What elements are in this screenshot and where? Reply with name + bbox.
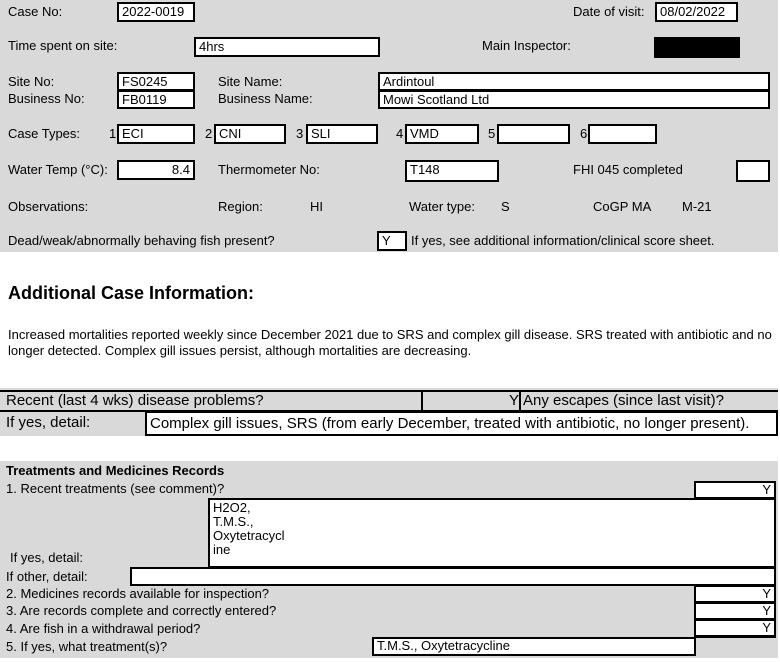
disease-detail-label: If yes, detail: xyxy=(6,414,91,431)
site-name-label: Site Name: xyxy=(218,74,283,89)
fhi-label: FHI 045 completed xyxy=(573,162,683,177)
cogp-label: CoGP MA xyxy=(593,199,652,214)
thermometer-field[interactable]: T148 xyxy=(405,160,499,182)
time-spent-label: Time spent on site: xyxy=(8,38,118,53)
water-temp-label: Water Temp (°C): xyxy=(8,162,108,177)
observations-label: Observations: xyxy=(8,199,89,214)
case-type-5-field[interactable] xyxy=(497,124,570,144)
case-type-num: 1 xyxy=(109,126,117,141)
escapes-label: Any escapes (since last visit)? xyxy=(523,392,724,409)
disease-cell-border xyxy=(421,390,521,412)
treatment-detail-field[interactable]: H2O2, T.M.S., Oxytetracycl ine xyxy=(208,498,776,568)
recent-treatments-field[interactable]: Y xyxy=(694,481,776,499)
case-type-4-field[interactable]: VMD xyxy=(405,124,479,144)
additional-info-text: Increased mortalities reported weekly since December 2021 due to SRS and complex gill disease. SRS treated with antibiotic and no longer detected. Complex gill issues persist, although mortalities are decreasing. xyxy=(8,327,772,358)
withdrawal-period-label: 4. Are fish in a withdrawal period? xyxy=(6,621,201,636)
case-types-label: Case Types: xyxy=(8,126,81,141)
other-detail-label: If other, detail: xyxy=(6,569,88,584)
case-type-num: 2 xyxy=(205,126,213,141)
cogp-value: M-21 xyxy=(682,199,712,214)
case-no-field[interactable]: 2022-0019 xyxy=(117,2,195,22)
main-inspector-redacted xyxy=(654,37,740,58)
thermometer-label: Thermometer No: xyxy=(218,162,320,177)
case-type-6-field[interactable] xyxy=(588,124,657,144)
records-complete-field[interactable]: Y xyxy=(694,602,776,620)
which-treatment-label: 5. If yes, what treatment(s)? xyxy=(6,639,168,654)
records-available-label: 2. Medicines records available for inspection? xyxy=(6,586,270,601)
disease-detail-field[interactable]: Complex gill issues, SRS (from early December, treated with antibiotic, no longer present). xyxy=(145,411,778,436)
recent-disease-label: Recent (last 4 wks) disease problems? xyxy=(6,392,264,409)
site-no-label: Site No: xyxy=(8,74,55,89)
business-name-field[interactable]: Mowi Scotland Ltd xyxy=(378,90,770,109)
main-inspector-label: Main Inspector: xyxy=(482,38,571,53)
water-temp-field[interactable]: 8.4 xyxy=(117,160,195,180)
other-detail-field[interactable] xyxy=(130,567,776,586)
dead-fish-label: Dead/weak/abnormally behaving fish present? xyxy=(8,233,275,248)
withdrawal-period-field[interactable]: Y xyxy=(694,619,776,637)
business-no-field[interactable]: FB0119 xyxy=(117,90,195,109)
records-complete-label: 3. Are records complete and correctly entered? xyxy=(6,603,277,618)
water-type-label: Water type: xyxy=(409,199,475,214)
additional-info-title: Additional Case Information: xyxy=(8,283,255,303)
fhi-field[interactable] xyxy=(736,160,770,182)
case-no-label: Case No: xyxy=(8,4,63,19)
business-no-label: Business No: xyxy=(8,91,85,106)
dead-fish-note: If yes, see additional information/clinical score sheet. xyxy=(411,233,715,248)
time-spent-field[interactable]: 4hrs xyxy=(194,37,380,57)
case-type-num: 6 xyxy=(580,126,588,141)
case-type-2-field[interactable]: CNI xyxy=(214,124,286,144)
region-label: Region: xyxy=(218,199,263,214)
recent-treatments-label: 1. Recent treatments (see comment)? xyxy=(6,481,225,496)
dead-fish-field[interactable]: Y xyxy=(377,231,407,251)
which-treatment-field[interactable]: T.M.S., Oxytetracycline xyxy=(372,637,696,656)
case-type-3-field[interactable]: SLI xyxy=(306,124,378,144)
site-name-field[interactable]: Ardintoul xyxy=(378,72,770,91)
case-type-num: 4 xyxy=(396,126,404,141)
records-available-field[interactable]: Y xyxy=(694,585,776,603)
region-value: HI xyxy=(310,199,323,214)
business-name-label: Business Name: xyxy=(218,91,313,106)
treatment-detail-label: If yes, detail: xyxy=(10,550,83,565)
which-treatment-end-cell xyxy=(694,636,776,638)
date-of-visit-label: Date of visit: xyxy=(573,4,645,19)
case-type-num: 3 xyxy=(296,126,304,141)
case-type-num: 5 xyxy=(488,126,496,141)
recent-disease-value[interactable]: Y xyxy=(509,392,520,409)
case-type-1-field[interactable]: ECI xyxy=(117,124,195,144)
water-type-value: S xyxy=(501,199,510,214)
site-no-field[interactable]: FS0245 xyxy=(117,72,195,91)
date-of-visit-field[interactable]: 08/02/2022 xyxy=(655,2,738,22)
treatments-title: Treatments and Medicines Records xyxy=(6,463,225,478)
